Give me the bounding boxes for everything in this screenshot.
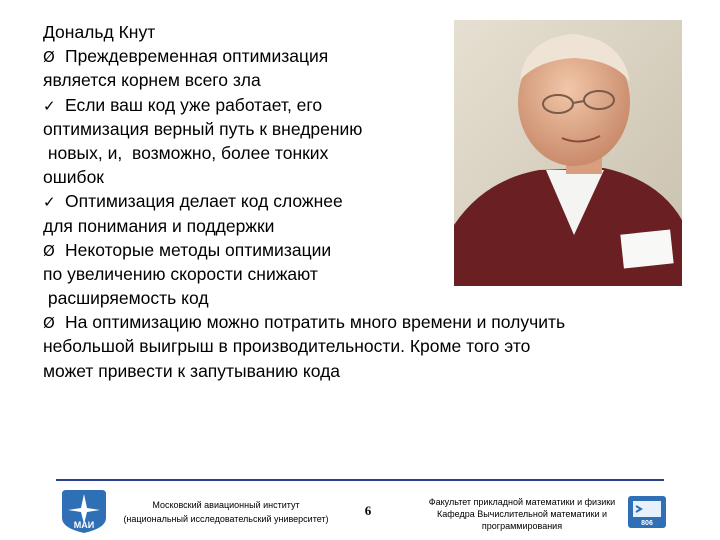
text-line	[43, 334, 683, 358]
text-line-content: может привести к запутыванию кода	[43, 360, 341, 381]
text-line-content: для понимания и поддержки	[43, 215, 275, 236]
mai-logo-text: МАИ	[73, 520, 95, 530]
text-line	[43, 286, 683, 310]
page-number: 6	[364, 503, 372, 518]
department-logo-text: 806	[641, 520, 653, 527]
arrow-bullet-icon: Ø	[43, 241, 55, 260]
faculty-name: Факультет прикладной математики и физики Кафедра Вычислительной математики и программирования	[428, 497, 616, 531]
footer-rule	[56, 479, 664, 481]
text-line-content: ошибок	[43, 167, 104, 188]
text-line-content: небольшой выигрыш в производительности. Кроме того это	[43, 336, 531, 357]
text-line-content: расширяемость код	[43, 288, 209, 309]
checkmark-icon: ✓	[43, 96, 56, 115]
text-line-content: Оптимизация делает код сложнее	[65, 191, 343, 212]
text-line-content: На оптимизацию можно потратить много времени и получить	[65, 312, 566, 333]
text-line-content: Преждевременная оптимизация	[65, 46, 329, 67]
text-line-content: Некоторые методы оптимизации	[65, 239, 332, 260]
author-photo	[454, 20, 682, 286]
mai-logo	[60, 488, 108, 534]
arrow-bullet-icon: Ø	[43, 48, 55, 67]
checkmark-icon: ✓	[43, 193, 56, 212]
text-line-content: оптимизация верный путь к внедрению	[43, 118, 363, 139]
text-line-content: новых, и, возможно, более тонких	[43, 142, 329, 163]
text-line-content: Если ваш код уже работает, его	[65, 94, 323, 115]
department-logo	[624, 490, 670, 532]
arrow-bullet-icon: Ø	[43, 314, 55, 333]
text-line	[43, 359, 683, 383]
text-line-content: является корнем всего зла	[43, 70, 261, 91]
institute-name: Московский авиационный институт (национальный исследовательский университет)	[123, 500, 329, 524]
text-line-content: по увеличению скорости снижают	[43, 263, 318, 284]
text-line	[43, 310, 683, 334]
text-line-content: Дональд Кнут	[43, 22, 156, 42]
